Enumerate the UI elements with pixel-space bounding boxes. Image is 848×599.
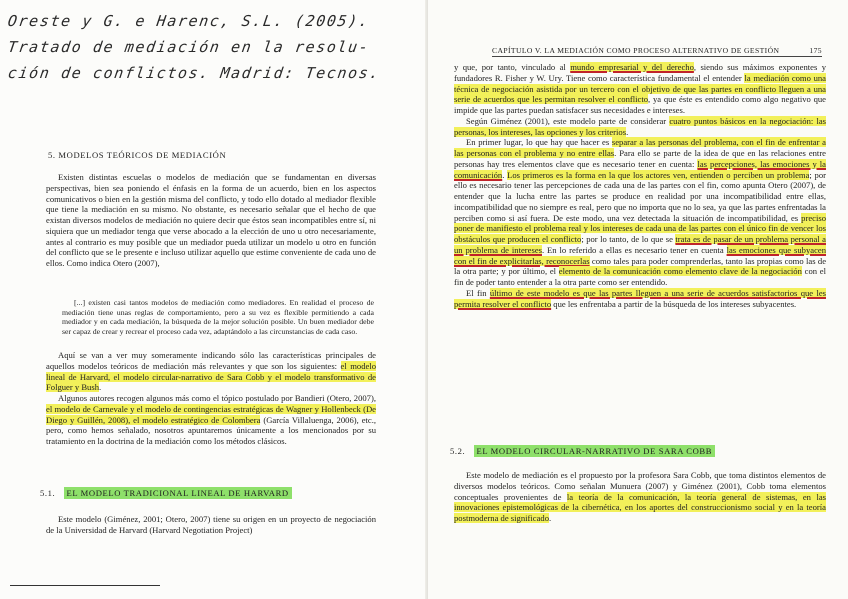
p3-text-b: . Para ello se parte de la idea de que en las relaciones entre personas hay tres elementos clave que es necesario tener en cuenta: [454, 148, 826, 169]
p2-text-a: Según Giménez (2001), este modelo parte de considerar [466, 115, 670, 126]
intro-paragraph: Existen distintas escuelas o modelos de mediación que se fundamentan en diversas perspectivas, bien sea poniendo el énfasis en la forma de un acuerdo, bien en los aspectos comunicativos o bien en la gestión misma del conflicto, y todo ello dotado al mediador flexible que tiene la mediación en su mismo. No obstante, es necesario señalar que el hecho de que existan diversos modelos de mediación no quiere decir que éstos sean incompatibles entre sí, ni siquiera que un mediador tenga que verse abocado a la elección de uno u otro necesariamente, antes al contrario es muy posible que un mediador pueda utilizar un modelo u otro en función del conflicto que se le presente e incluso utilizar aquello que estime conveniente de cada uno de ellos. Como indica Otero (2007), [46, 172, 376, 268]
highlight-emotions: las emociones que subyacen con el fin de explicitarlas, reconocerlas [454, 244, 827, 266]
models-text-b: . [99, 382, 102, 393]
p1-text-b: , siendo sus máximos exponentes y fundadores R. Fisher y W. Ury. Tiene como característica fundamental el entender [454, 62, 827, 83]
final-goal-paragraph [454, 288, 826, 310]
highlight-negotiation-technique: la mediación como una técnica de negociación asistida por un tercero con el objetivo de que las partes en conflicto lleguen a una serie de acuerdos que les permitan resolver el conflicto [454, 72, 826, 105]
p3-text-d: ; por ello es necesario tener las percepciones de cada una de las partes con el fin, como apunta Otero (2007), de entender que la lucha entre las partes se produce en realidad por una incompatibilidad entre ellas, incompatibilidad que no siempre es real, pero que no importa que no lo sea, ya que las partes enfrentadas la perciben como si así fuera. De este modo, una vez detectada la situación de incompatibilidad, es [454, 169, 826, 223]
p3-text-f: . En lo referido a ellas es necesario tener en cuenta [541, 244, 727, 255]
highlight-separate-people: separar a las personas del problema, con el fin de enfrentar a las personas con el problema y no entre ellas [454, 137, 826, 158]
left-paragraph-1 [46, 172, 376, 269]
four-points-paragraph [454, 116, 826, 138]
right-page [428, 0, 848, 599]
p3-text-h: con el fin de poder tanto entender a la otra parte como ser entendido. [454, 266, 826, 287]
highlight-final-goal: último de este modelo es que las partes lleguen a una serie de acuerdos satisfactorios que les permita resolver el conflicto [454, 287, 826, 309]
p3-text-c: . [502, 169, 508, 180]
other-models-text-a: Algunos autores recogen algunos más como el tópico postulado por Bandieri (Otero, 2007), [58, 393, 376, 403]
cobb-paragraph [454, 470, 826, 524]
highlight-models: el modelo lineal de Harvard, el modelo circular-narrativo de Sara Cobb y el modelo transformativo de Folguer y Bush [46, 360, 376, 393]
highlight-personal-to-interests: trata es de pasar de un problema personal a un problema de intereses [454, 234, 826, 255]
highlight-four-points: cuatro puntos básicos en la negociación: las personas, los intereses, las opciones y los criterios [454, 115, 826, 137]
models-text-a: Aquí se van a ver muy someramente indicando sólo las características principales de aquellos modelos teóricos de mediación más relevantes y que son los siguientes: [46, 350, 376, 371]
subsection-5-1-number: 5.1. [40, 488, 56, 498]
left-paragraph-2 [46, 350, 376, 447]
block-quote [62, 298, 374, 336]
p3-text-g: como tales para poder comprenderlas, tanto las propias como las de la otra parte; y por último, el [454, 255, 827, 277]
p5-text-b: . [549, 513, 552, 523]
section-title: 5. MODELOS TEÓRICOS DE MEDIACIÓN [48, 150, 227, 160]
highlight-communication: elemento de la comunicación como elemento clave de la negociación [558, 266, 802, 277]
footnote-rule [10, 585, 160, 586]
highlight-other-models: el modelo de Carnevale y el modelo de contingencias estratégicas de Wagner y Hollenbeck (De Diego y Guillén, 2008), el modelo estratégico de Colombera [46, 403, 376, 425]
quote-text: [...] existen casi tantos modelos de mediación como mediadores. En realidad el proceso de mediación tiene unas reglas de comportamiento, pero a su vez es flexible permitiendo a cada mediador y en cada mediación, la búsqueda de la mejor solución posible. Un buen mediador debe ser capaz de crear y recrear el proceso cada vez, adaptándolo a las circunstancias de cada caso. [62, 298, 374, 336]
left-paragraph-3 [46, 514, 376, 536]
p2-text-b: . [626, 126, 629, 137]
people-problem-paragraph [454, 137, 826, 288]
subsection-5-2-title: EL MODELO CIRCULAR-NARRATIVO DE SARA COBB [474, 445, 716, 457]
other-models-paragraph [46, 393, 376, 447]
highlight-cobb-theories: la teoría de la comunicación, la teoría general de sistemas, en las innovaciones epistemológicas de la cibernética, en los aportes del construccionismo social y en la teoría postmoderna de significado [454, 491, 826, 523]
p3-text-e: ; por lo tanto, de lo que se [581, 234, 676, 244]
right-body-2 [454, 470, 826, 524]
highlight-real-problem: preciso poner de manifiesto el problema real y los intereses de cada una de las partes con el único fin de vencer los obstáculos que producen el conflicto [454, 212, 826, 244]
highlight-business-world: mundo empresarial y del derecho [570, 62, 694, 72]
subsection-5-2-number: 5.2. [450, 446, 466, 456]
p5-text-a: Este modelo de mediación es el propuesto por la profesora Sara Cobb, que toma distintos elementos de diversos modelos teóricos. Como señalan Munuera (2007) y Giménez (2001), Cobb toma elementos conceptuales provenientes de [454, 470, 826, 502]
handwritten-citation-line-2: Tratado de mediación en la resolu- [6, 38, 371, 56]
p1-text-a: y que, por tanto, vinculado al [454, 62, 571, 72]
running-head [492, 46, 822, 57]
running-head-title: CAPÍTULO V. LA MEDIACIÓN COMO PROCESO ALTERNATIVO DE GESTIÓN [492, 46, 780, 55]
subsection-5-1-title: EL MODELO TRADICIONAL LINEAL DE HARVARD [64, 487, 292, 499]
other-models-text-b: (García Villaluenga, 2006), etc., pero, como hemos señalado, nosotros apuntaremos únicamente a los mencionados por su tratamiento en la doctrina de la mediación como los métodos clásicos. [46, 414, 377, 446]
subsection-5-1 [40, 488, 292, 498]
p3-text-a: En primer lugar, lo que hay que hacer es [466, 137, 612, 148]
handwritten-citation-line-3: ción de conflictos. Madrid: Tecnos. [6, 64, 382, 82]
handwritten-citation-line-1: Oreste y G. e Harenc, S.L. (2005). [6, 12, 371, 30]
subsection-5-2 [450, 446, 715, 456]
p4-text-a: El fin [466, 287, 490, 298]
p4-text-b: que les enfrentaba a partir de la búsqueda de los intereses subyacentes. [551, 298, 797, 309]
highlight-three-elements: las percepciones, las emociones y la comunicación [454, 158, 826, 180]
harvard-continued-paragraph [454, 62, 826, 116]
harvard-paragraph: Este modelo (Giménez, 2001; Otero, 2007) tiene su origen en un proyecto de negociación de la Universidad de Harvard (Harvard Negotiation Project) [46, 514, 376, 535]
right-body [454, 62, 826, 309]
p1-text-c: , ya que éste es entendido como algo negativo que impide que las partes puedan satisfacer sus necesidades e intereses. [454, 94, 826, 115]
models-paragraph [46, 350, 376, 393]
highlight-perceptions: Los primeros es la forma en la que los actores ven, entienden o perciben un problema [507, 169, 810, 180]
page-number: 175 [809, 46, 822, 55]
